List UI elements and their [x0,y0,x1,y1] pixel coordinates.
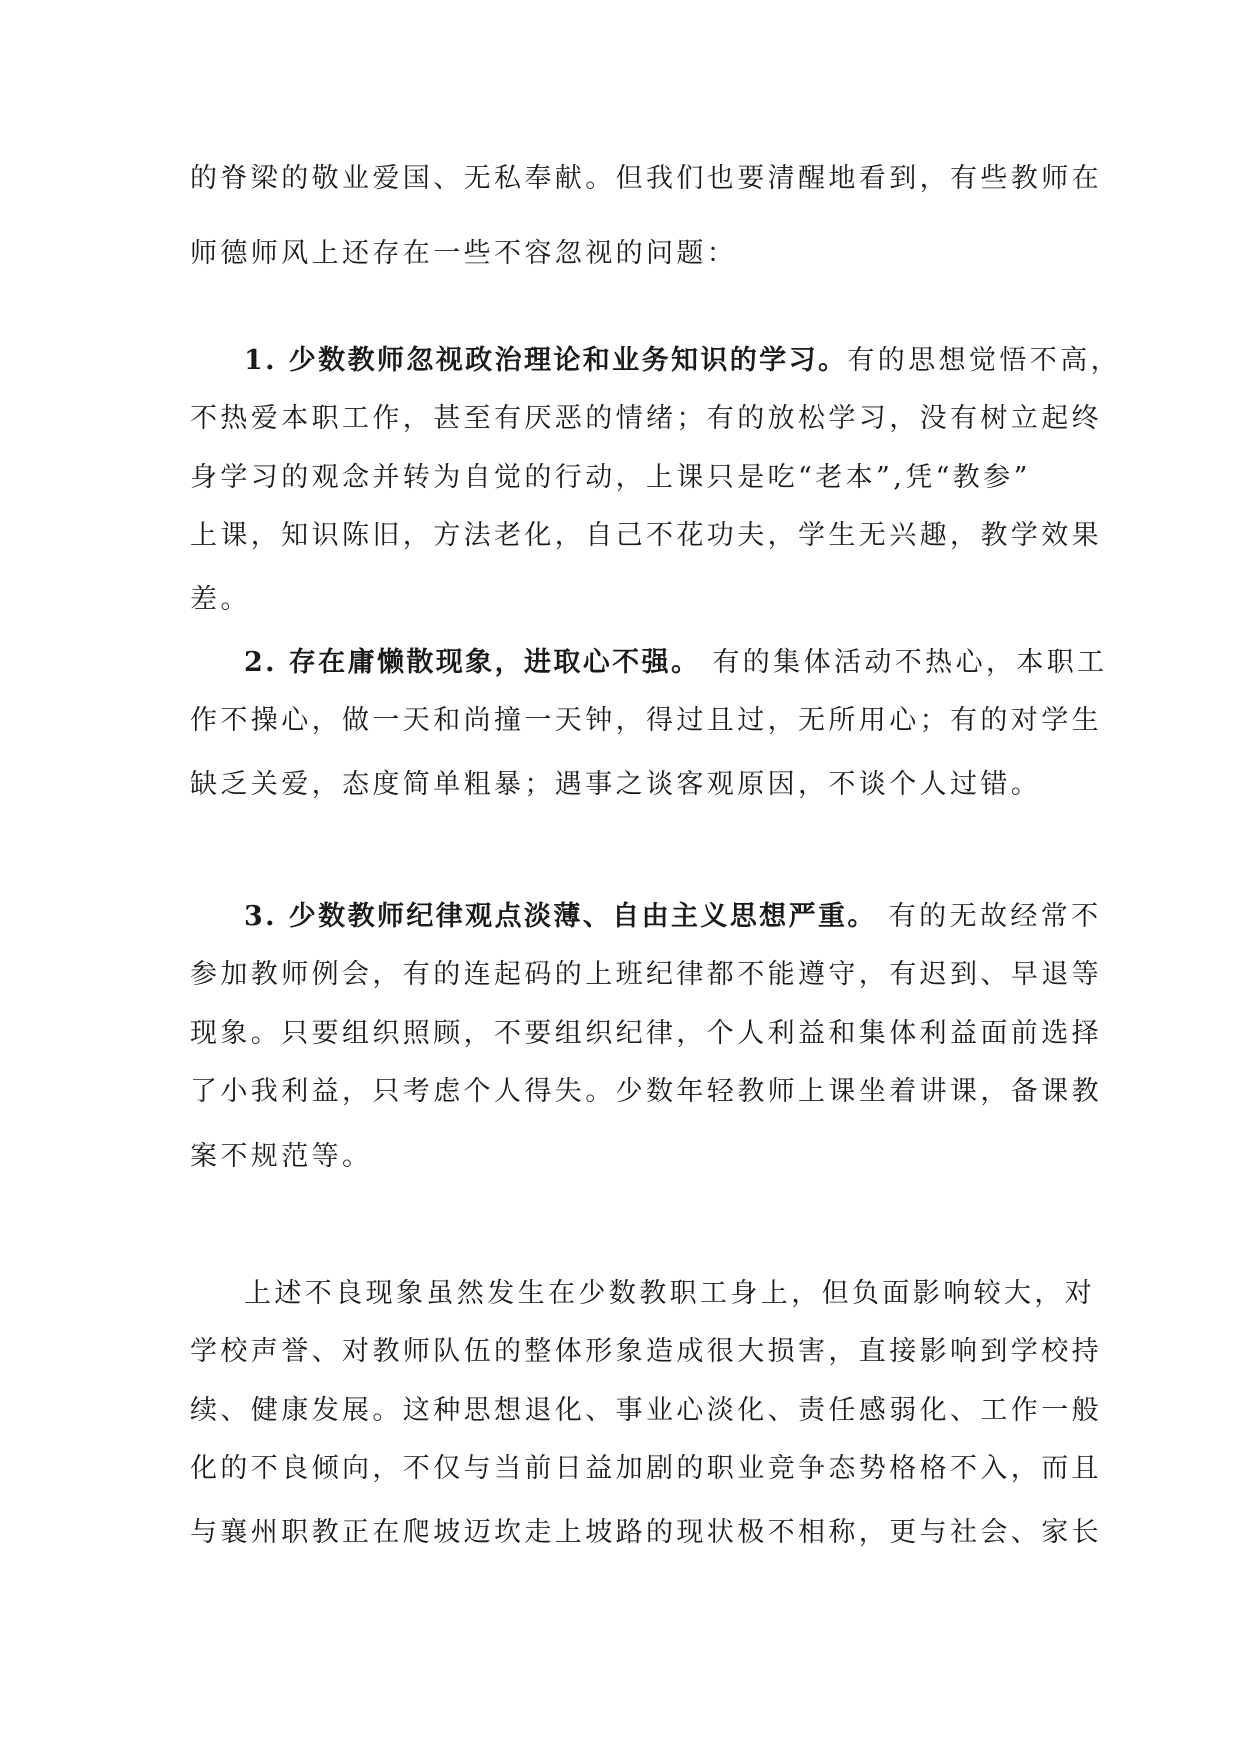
item3-line-5: 案不规范等。 [190,1141,373,1172]
item1-line-5: 差。 [190,584,251,615]
item1-line-4: 上课，知识陈旧，方法老化，自己不花功夫，学生无兴趣，教学效果 [190,520,1102,551]
item3-first-line [244,900,1102,934]
conclusion-line-3: 续、健康发展。这种思想退化、事业心淡化、责任感弱化、工作一般 [190,1395,1102,1426]
conclusion-line-4: 化的不良倾向，不仅与当前日益加剧的职业竞争态势格格不入，而且 [190,1453,1102,1484]
item2-line-3: 缺乏关爱，态度简单粗暴；遇事之谈客观原因，不谈个人过错。 [190,769,1042,800]
item1-line-2: 不热爱本职工作，甚至有厌恶的情绪；有的放松学习，没有树立起终 [190,403,1102,434]
item2-first-line [244,646,1108,680]
item2-line-1-text: 有的集体活动不热心，本职工 [700,647,1108,678]
item3-heading: 3. 少数教师纪律观点淡薄、自由主义思想严重。 [244,901,877,932]
item3-line-1-text: 有的无故经常不 [876,901,1102,932]
item1-line-1-text: 有的思想觉悟不高， [847,345,1121,376]
item1-first-line [244,344,1121,378]
item3-line-3: 现象。只要组织照顾，不要组织纪律，个人利益和集体利益面前选择 [190,1018,1102,1049]
item2-heading: 2. 存在庸懒散现象，进取心不强。 [244,647,701,678]
conclusion-line-5: 与襄州职教正在爬坡迈坎走上坡路的现状极不相称，更与社会、家长 [190,1517,1102,1548]
intro-line-2: 师德师风上还存在一些不容忽视的问题： [190,238,738,269]
conclusion-line-1: 上述不良现象虽然发生在少数教职工身上，但负面影响较大，对 [244,1278,1096,1309]
item3-line-2: 参加教师例会，有的连起码的上班纪律都不能遵守，有迟到、早退等 [190,959,1102,990]
intro-line-1: 的脊梁的敬业爱国、无私奉献。但我们也要清醒地看到，有些教师在 [190,163,1102,194]
conclusion-line-2: 学校声誉、对教师队伍的整体形象造成很大损害，直接影响到学校持 [190,1336,1102,1367]
item1-heading: 1. 少数教师忽视政治理论和业务知识的学习。 [244,345,848,376]
item3-line-4: 了小我利益，只考虑个人得失。少数年轻教师上课坐着讲课，备课教 [190,1076,1102,1107]
item1-line-3: 身学习的观念并转为自觉的行动，上课只是吃“老本”,凭“教参” [190,462,1031,493]
item2-line-2: 作不操心，做一天和尚撞一天钟，得过且过，无所用心；有的对学生 [190,705,1102,736]
